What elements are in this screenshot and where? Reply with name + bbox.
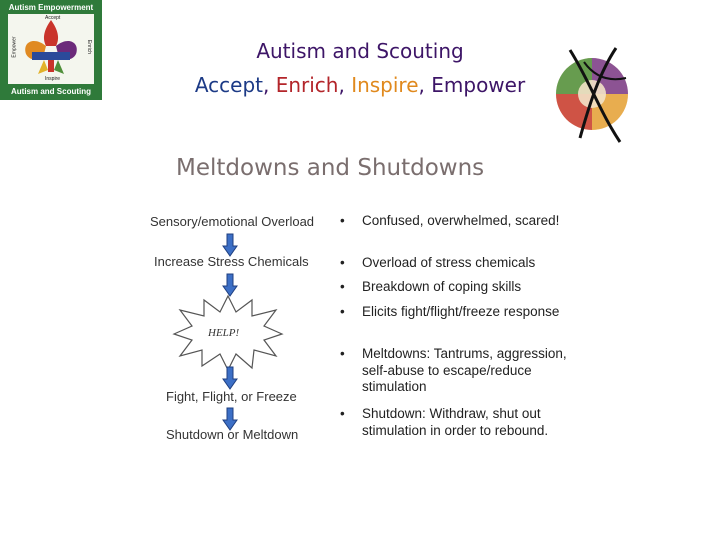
- help-burst-text: HELP!: [208, 327, 240, 339]
- autism-empowerment-logo: [0, 0, 102, 100]
- slide-heading: Meltdowns and Shutdowns: [176, 155, 485, 181]
- tagline-segment: Empower: [431, 73, 526, 97]
- bullet-text: Shutdown: Withdraw, shut out stimulation in order to rebound.: [362, 406, 549, 438]
- bullet-text: Confused, overwhelmed, scared!: [362, 213, 560, 228]
- tagline-segment: ,: [338, 73, 352, 97]
- flow-step-stress-chemicals: Increase Stress Chemicals: [154, 254, 309, 269]
- tagline-segment: Enrich: [275, 73, 339, 97]
- header-title: Autism and Scouting: [256, 39, 464, 63]
- logo-enrich-text: Enrich: [86, 39, 93, 55]
- colorful-scout-emblem-icon: [550, 42, 636, 148]
- logo-accept-text: Accept: [45, 15, 61, 21]
- tagline-segment: Accept: [194, 73, 263, 97]
- bullet-dot: •: [340, 213, 345, 228]
- bullet-dot: •: [340, 406, 345, 421]
- logo-empower-text: Empower: [11, 36, 18, 58]
- bullet-text: Elicits fight/flight/freeze response: [362, 304, 560, 319]
- logo-bottom-text: Autism and Scouting: [11, 87, 91, 96]
- logo-top-text: Autism Empowerment: [8, 3, 94, 12]
- tagline-segment: ,: [262, 73, 276, 97]
- bullet-text: Meltdowns: Tantrums, aggression, self-abuse to escape/reduce stimulation: [362, 346, 567, 394]
- bullet-dot: •: [340, 346, 345, 361]
- bullet-text: Overload of stress chemicals: [362, 255, 536, 270]
- arrow-down-icon: [222, 366, 238, 390]
- bullet-dot: •: [340, 279, 345, 294]
- header-tagline: [160, 72, 560, 98]
- tagline-segment: Inspire: [351, 73, 419, 97]
- tagline-segment: ,: [418, 73, 432, 97]
- bullet-text: Breakdown of coping skills: [362, 279, 522, 294]
- flow-step-fight-flight-freeze: Fight, Flight, or Freeze: [166, 389, 297, 404]
- logo-inner-panel: [8, 14, 94, 84]
- fleur-de-lis-icon: [8, 14, 94, 84]
- flow-step-shutdown-meltdown: Shutdown or Meltdown: [166, 427, 299, 442]
- bullet-dot: •: [340, 304, 345, 319]
- bullet-dot: •: [340, 255, 345, 270]
- flow-step-overload: Sensory/emotional Overload: [150, 214, 315, 229]
- logo-inspire-text: Inspire: [45, 76, 61, 82]
